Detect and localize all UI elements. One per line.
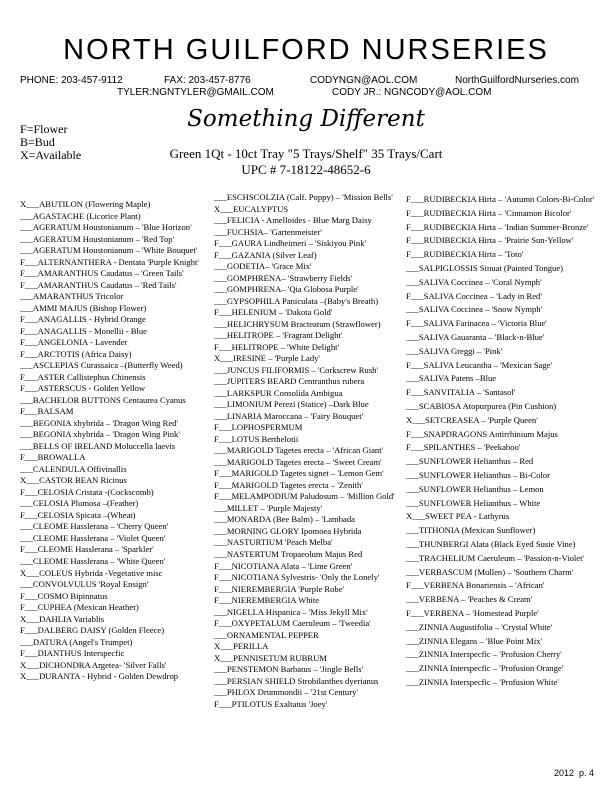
plant-list-item: ___THUNBERGI Alata (Black Eyed Susie Vine) xyxy=(406,538,576,549)
plant-list-item: F___CLEOME Hasslerana – 'Sparkler' xyxy=(20,544,154,555)
plant-list-item: ___GOMPHRENA– 'Qia Globosa Purple' xyxy=(214,284,359,295)
plant-list-item: ___NASTURTIUM 'Peach Melba' xyxy=(214,537,333,548)
plant-list-item: X___DAHLIA Variablis xyxy=(20,613,105,624)
email-address: CODYNGN@AOL.COM xyxy=(310,75,418,86)
tyler-email: TYLER:NGNTYLER@GMAIL.COM xyxy=(117,87,274,98)
plant-list-item: ___CLEOME Hasslerana – 'Violet Queen' xyxy=(20,532,166,543)
plant-list-item: F___MARIGOLD Tagetes erecta – 'Zenith' xyxy=(214,479,363,490)
plant-list-item: F___COSMO Bipinnatus xyxy=(20,590,108,601)
plant-list-item: ___CELOSIA Plumosa –(Feather) xyxy=(20,498,139,509)
plant-list-item: F___NICOTIANA Alata – 'Lime Green' xyxy=(214,560,353,571)
plant-list-item: ___NASTERTUM Tropaeolum Majus Red xyxy=(214,548,363,559)
plant-list-item: ___ZINNIA Elegans – 'Blue Point Mix' xyxy=(406,635,543,646)
plant-list-item: ___FUCHSIA– 'Gartenmeister' xyxy=(214,226,322,237)
plant-list-item: ___HELITROPE – 'Fragrant Delight' xyxy=(214,330,343,341)
plant-list-item: F___ALTERNANTHERA - Dentata 'Purple Knight' xyxy=(20,256,199,267)
plant-list-item: F___VERBENA – 'Homestead Purple' xyxy=(406,607,539,618)
plant-list-item: X___SETCREASEA – 'Purple Queen' xyxy=(406,414,538,425)
plant-list-item: X___CASTOR BEAN Ricinus xyxy=(20,475,127,486)
plant-list-item: F___AMARANTHUS Caudatus – 'Red Tails' xyxy=(20,279,177,290)
plant-list-item: ___GYPSOPHILA Paniculata –(Baby's Breath) xyxy=(214,295,379,306)
plant-list-item: ___TRACHELIUM Caeruleum – 'Passion-n-Violet' xyxy=(406,552,585,563)
plant-list-item: ___SUNFLOWER Helianthus – White xyxy=(406,497,541,508)
footer-page-number: p. 4 xyxy=(578,768,594,778)
plant-list-item: F___BROWALLA xyxy=(20,452,86,463)
plant-list-item: F___CUPHEA (Mexican Heather) xyxy=(20,602,139,613)
plant-list-item: F___GAURA Lindheimeri – 'Siskiyou Pink' xyxy=(214,238,367,249)
page-footer xyxy=(554,768,594,778)
plant-list-item: ___AGERATUM Houstonianum – 'White Bouquet' xyxy=(20,245,198,256)
plant-list-column-2 xyxy=(214,192,406,710)
plant-list-item: ___GODETIA– 'Grace Mix' xyxy=(214,261,312,272)
plant-list-item: F___PTILOTUS Exaltatus 'Joey' xyxy=(214,698,328,709)
plant-list-item: F___ANGELONIA - Lavender xyxy=(20,337,128,348)
plant-list-item: ___AGASTACHE (Licorice Plant) xyxy=(20,210,141,221)
plant-list-item: F___LOTUS Berthelotii xyxy=(214,433,299,444)
plant-list-item: F___SNAPDRAGONS Antirrhinium Majus xyxy=(406,428,558,439)
plant-list-item: F___LOPHOSPERMUM xyxy=(214,422,303,433)
plant-list-item: ___MILLET – 'Purple Majesty' xyxy=(214,502,323,513)
website-url: NorthGuilfordNurseries.com xyxy=(455,75,579,86)
plant-list-item: ___MARIGOLD Tagetes erecta – 'African Giant' xyxy=(214,445,384,456)
plant-list-item: ___ZINNIA Interspecfic – 'Profusion Orange' xyxy=(406,663,564,674)
plant-list-item: X___ABUTILON (Flowering Maple) xyxy=(20,199,151,209)
plant-list-column-1 xyxy=(20,199,216,683)
plant-list-item: F___SALIVA Farinacea – 'Victoria Blue' xyxy=(406,318,547,329)
plant-list-item: F___OXYPETALUM Caeruleum – 'Tweedia' xyxy=(214,618,371,629)
plant-list-item: F___ARCTOTIS (Africa Daisy) xyxy=(20,348,132,359)
plant-list-item: ___ZINNIA Augustifolia – 'Crystal White' xyxy=(406,621,553,632)
plant-list-item: ___AGERATUM Houstonianum – 'Blue Horizon' xyxy=(20,222,192,233)
plant-list-item: ___SALIVA Patens –Blue xyxy=(406,373,497,384)
plant-list-item: F___ANAGALLIS - Hybrid Orange xyxy=(20,314,146,325)
plant-list-item: ___JUNCUS FILIFORMIS – 'Corkscrew Rush' xyxy=(214,364,379,375)
plant-list-item: X___COLEUS Hybrida -Vegetative misc xyxy=(20,567,163,578)
plant-list-item: F___SPILANTHES – 'Peekaboo' xyxy=(406,442,521,453)
plant-list-item: ___CLEOME Hasslerana – 'Cherry Queen' xyxy=(20,521,169,532)
plant-list-item: ___GOMPHRENA– 'Strawberry Fields' xyxy=(214,272,353,283)
plant-list-item: X___EUCALYPTUS xyxy=(214,203,289,214)
plant-list-item: ___NIGELLA Hispanica – 'Miss Jekyll Mix' xyxy=(214,606,368,617)
plant-list-item: F___DALBERG DAISY (Golden Fleece) xyxy=(20,625,165,636)
plant-list-item: ___SALPIGLOSSIS Sinuat (Painted Tongue) xyxy=(406,262,564,273)
plant-list-item: ___SCABIOSA Atopurpurea (Pin Cushion) xyxy=(406,400,557,411)
plant-list-item: ___DATURA (Angel's Trumpet) xyxy=(20,636,133,647)
plant-list-item: F___MELAMPODIUM Paludosum – 'Million Gold' xyxy=(214,491,395,502)
plant-list-item: F___NIEREMBERGIA 'Purple Robe' xyxy=(214,583,345,594)
plant-list-item: ___TITHONIA (Mexican Sunflower) xyxy=(406,525,536,536)
plant-list-item: ___BEGONIA xhybrida – 'Dragon Wing Pink' xyxy=(20,429,180,440)
plant-list-item: ___ASCLEPIAS Curassaica –(Butterfly Weed) xyxy=(20,360,183,371)
plant-list-item: ___AGERATUM Houstonianum – 'Red Top' xyxy=(20,233,175,244)
plant-list-item: ___LIMONIUM Perezi (Statice) –Dark Blue xyxy=(214,399,369,410)
plant-list-item: X___DURANTA - Hybrid - Golden Dewdrop xyxy=(20,671,179,682)
plant-list-item: ___SUNFLOWER Helianthus – Red xyxy=(406,456,534,467)
plant-list-item: ___LARKSPUR Consolida Ambigua xyxy=(214,387,343,398)
plant-list-item: F___SANVITALIA – 'Santasol' xyxy=(406,387,516,398)
plant-list-item: ___SALIVA Greggi – 'Pink' xyxy=(406,345,503,356)
plant-list-item: F___VERBENA Bonariensis – 'African' xyxy=(406,580,545,591)
plant-list-item: X___SWEET PEA - Lathyrus xyxy=(406,511,510,522)
plant-list-item: ___FELICIA - Amelloides - Blue Marg Daisy xyxy=(214,215,372,226)
fax-number: FAX: 203-457-8776 xyxy=(164,75,251,86)
plant-list-item: ___CLEOME Hasslerana – 'White Queen' xyxy=(20,555,166,566)
plant-list-item: ___BELLS OF IRELAND Moluccella laevis xyxy=(20,440,176,451)
plant-list-column-3 xyxy=(406,193,606,690)
legend-available: X=Available xyxy=(20,148,82,162)
plant-list-item: ___BACHELOR BUTTONS Centaurea Cyanus xyxy=(20,394,186,405)
tray-info: Green 1Qt - 10ct Tray "5 Trays/Shelf" 35 Trays/Cart xyxy=(169,146,443,161)
plant-list-item: ___VERBENA – 'Peaches & Cream' xyxy=(406,594,533,605)
plant-list-item: ___PENSTEMON Barbatus – 'Jingle Bells' xyxy=(214,664,364,675)
plant-list-item: F___SALIVA Leucantha – 'Mexican Sage' xyxy=(406,359,553,370)
plant-list-item: ___SALIVA Coccinea – 'Coral Nymph' xyxy=(406,276,542,287)
plant-list-item: ___PHLOX Drummondii – '21st Century' xyxy=(214,687,358,698)
plant-list-item: X___PERILLA xyxy=(214,641,269,652)
plant-list-item: ___LINARIA Maroccana – 'Fairy Bouquet' xyxy=(214,410,364,421)
plant-list-item: F___NICOTIANA Sylvestris- 'Only the Lonely' xyxy=(214,572,380,583)
plant-list-item: F___CELOSIA Spicata –(Wheat) xyxy=(20,509,136,520)
plant-list-item: ___JUPITERS BEARD Centranthus rubera xyxy=(214,376,365,387)
plant-list-item: ___ZINNIA Interspecfic – 'Profusion Cherry' xyxy=(406,649,562,660)
plant-list-item: F___ASTER Callistephus Chinensis xyxy=(20,371,146,382)
plant-list-item: F___RUDIBECKIA Hirta – 'Cinnamon Bicolor' xyxy=(406,207,572,218)
plant-list-item: F___CELOSIA Cristata -(Cockscomb) xyxy=(20,486,154,497)
plant-list-item: ___SUNFLOWER Helianthus – Bi-Color xyxy=(406,469,550,480)
catalog-subtitle: Something Different xyxy=(187,106,425,132)
plant-list-item: F___AMARANTHUS Caudatus – 'Green Tails' xyxy=(20,268,184,279)
plant-list-item: ___ZINNIA Interspecfic – 'Profusion White' xyxy=(406,676,559,687)
plant-list-item: ___MARIGOLD Tagetes erecta – 'Sweet Cream' xyxy=(214,456,382,467)
cody-jr-email: CODY JR.: NGNCODY@AOL.COM xyxy=(332,87,492,98)
plant-list-item: F___BALSAM xyxy=(20,406,74,417)
plant-list-item: ___ESCHSCOLZIA (Calf. Poppy) – 'Mission Bells' xyxy=(214,192,393,202)
legend-bud: B=Bud xyxy=(20,135,55,149)
plant-list-item: X___DICHONDRA Argetea- 'Silver Falls' xyxy=(20,659,167,670)
plant-list-item: ___PERSIAN SHIELD Strobilanthes dyerianus xyxy=(214,675,379,686)
plant-list-item: F___HELENIUM – 'Dakota Gold' xyxy=(214,307,333,318)
plant-list-item: F___DIANTHUS Interspecfic xyxy=(20,648,125,659)
plant-list-item: ___SUNFLOWER Helianthus – Lemon xyxy=(406,483,544,494)
plant-list-item: F___ANAGALLIS - Monellii - Blue xyxy=(20,325,147,336)
footer-year: 2012 xyxy=(553,768,574,778)
legend-flower: F=Flower xyxy=(20,122,68,136)
company-title: NORTH GUILFORD NURSERIES xyxy=(63,34,549,66)
plant-list-item: ___HELICHRYSUM Bracteatum (Strawflower) xyxy=(214,318,381,329)
plant-list-item: F___ASTERSCUS - Golden Yellow xyxy=(20,383,146,394)
plant-list-item: F___SALIVA Coccinea – 'Lady in Red' xyxy=(406,290,542,301)
plant-list-item: F___RUDIBECKIA Hirta – 'Autumn Colors-Bi-Color' xyxy=(406,194,595,204)
plant-list-item: F___HELITROPE – 'White Delight' xyxy=(214,341,340,352)
plant-list-item: ___BEGONIA xhybrida – 'Dragon Wing Red' xyxy=(20,417,178,428)
plant-list-item: X___PENNISETUM RUBRUM xyxy=(214,652,327,663)
plant-list-item: F___NIEREMBERGIA White xyxy=(214,595,320,606)
plant-list-item: ___CALENDULA Offivinallis xyxy=(20,463,127,474)
plant-list-item: F___RUDIBECKIA Hirta – 'Toto' xyxy=(406,249,524,260)
plant-list-item: ___AMMI MAJUS (Bishop Flower) xyxy=(20,302,147,313)
plant-list-item: ___MORNING GLORY Ipomoea Hybrida xyxy=(214,525,362,536)
upc-code: UPC # 7-18122-48652-6 xyxy=(241,162,371,177)
plant-list-item: ___ORNAMENTAL PEPPER xyxy=(214,629,319,640)
plant-list-item: ___CONVOLVULUS 'Royal Ensign' xyxy=(20,579,149,590)
plant-list-item: F___RUDIBECKIA Hirta – 'Prairie Sun-Yellow' xyxy=(406,235,574,246)
plant-list-item: ___VERBASCUM (Mullen) – 'Southern Charm' xyxy=(406,566,574,577)
plant-list-item: X___IRESINE – 'Purple Lady' xyxy=(214,353,320,364)
phone-number: PHONE: 203-457-9112 xyxy=(20,75,123,86)
plant-list-item: ___AMARANTHUS Tricolor xyxy=(20,291,124,302)
plant-list-item: F___MARIGOLD Tagetes signet – 'Lemon Gem' xyxy=(214,468,384,479)
plant-list-item: F___RUDIBECKIA Hirta – 'Indian Summer-Bronze' xyxy=(406,221,589,232)
plant-list-item: F___GAZANIA (Silver Leaf) xyxy=(214,249,317,260)
plant-list-item: ___SALIVA Gauaranta – 'Black-n-Blue' xyxy=(406,331,545,342)
plant-list-item: ___SALIVA Coccinea – 'Snow Nymph' xyxy=(406,304,543,315)
plant-list-item: ___MONARDA (Bee Balm) – 'Lambada xyxy=(214,514,355,525)
